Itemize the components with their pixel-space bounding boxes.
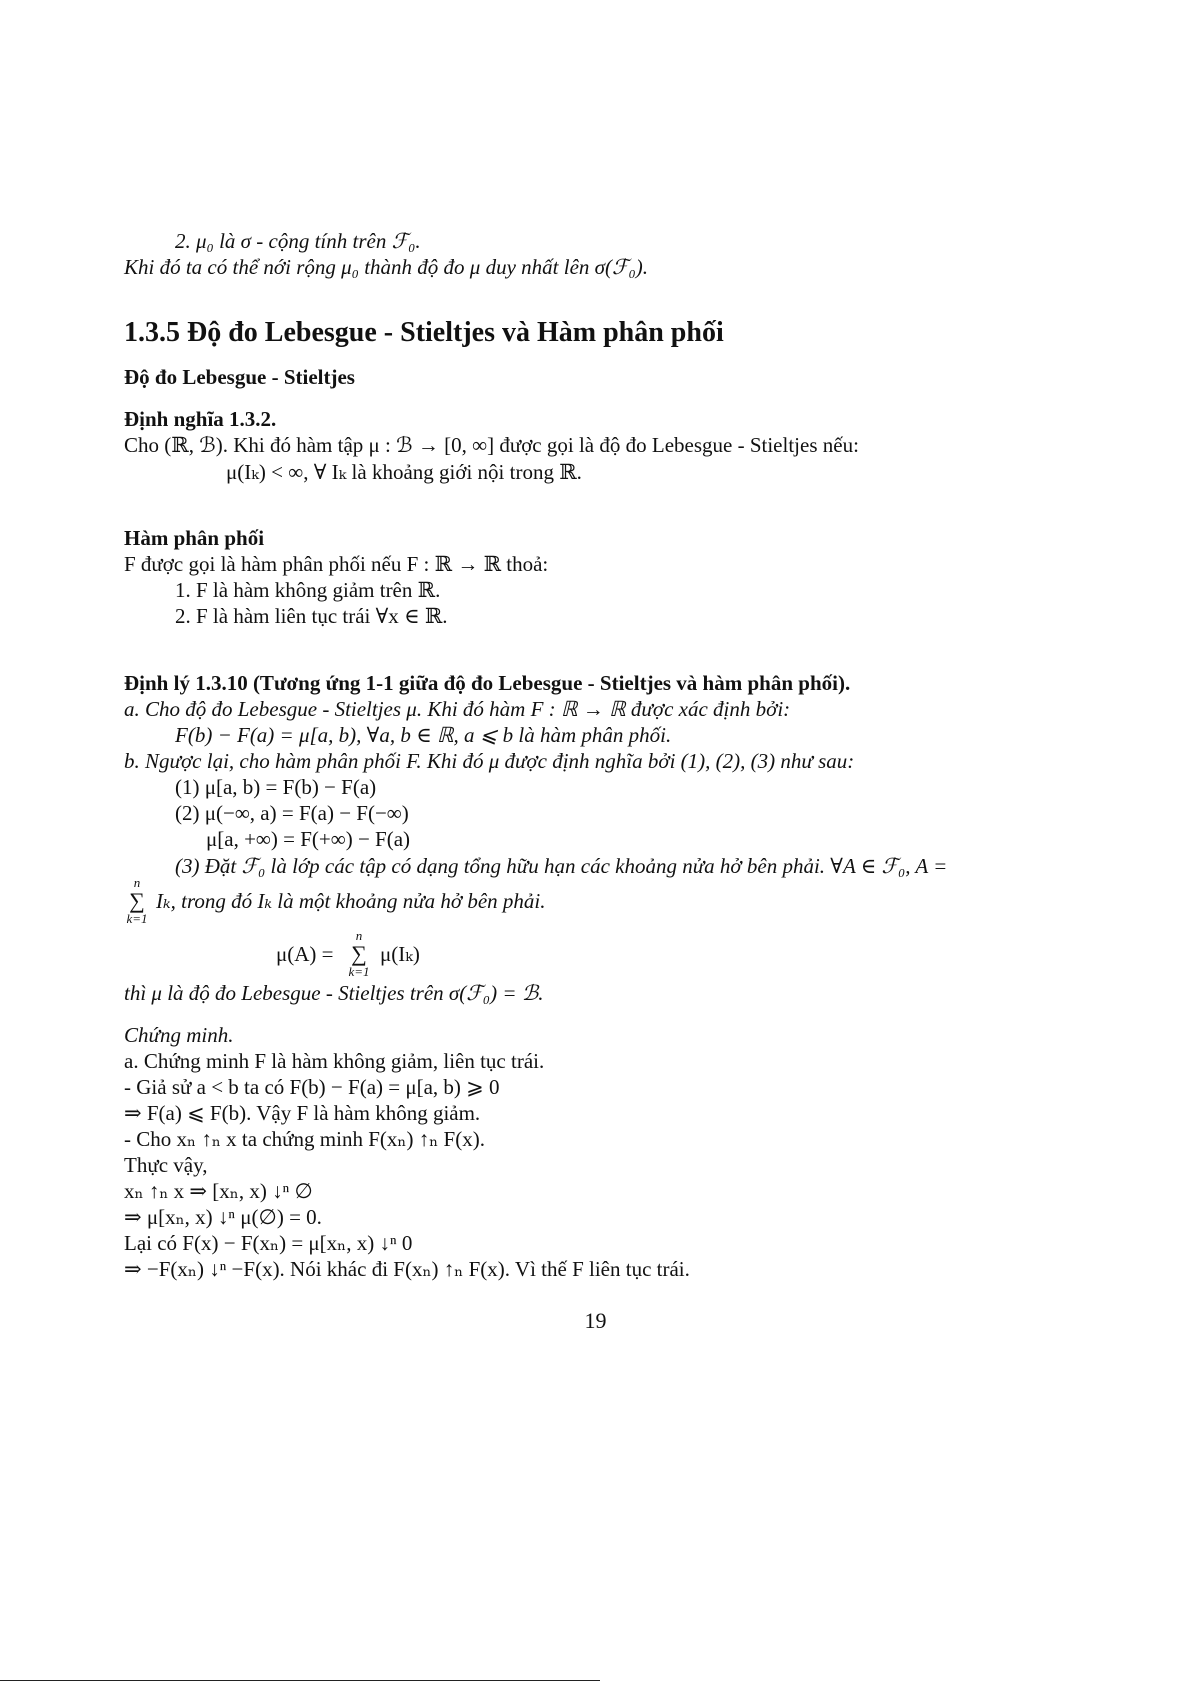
proof-line: ⇒ F(a) ⩽ F(b). Vậy F là hàm không giảm. — [124, 1101, 481, 1125]
distribution-definition: F được gọi là hàm phân phối nếu F : ℝ → ℝ thoả: — [124, 552, 549, 576]
proof-line: - Giả sử a < b ta có F(b) − F(a) = μ[a, b) ⩾ 0 — [124, 1075, 500, 1099]
definition-line-1: Cho (ℝ, ℬ). Khi đó hàm tập μ : ℬ → [0, ∞] được gọi là độ đo Lebesgue - Stieltjes nếu: — [124, 433, 859, 457]
definition-line-2: μ(Iₖ) < ∞, ∀ Iₖ là khoảng giới nội trong ℝ. — [226, 460, 582, 484]
preamble-conclusion: Khi đó ta có thể nới rộng μ₀ thành độ đo μ duy nhất lên σ(ℱ₀). — [124, 255, 649, 279]
proof-title: Chứng minh. — [124, 1023, 234, 1047]
measure-formula-left: μ(A) = — [276, 942, 334, 966]
distribution-condition-2: 2. F là hàm liên tục trái ∀x ∈ ℝ. — [175, 604, 448, 628]
measure-formula-right: μ(Iₖ) — [380, 942, 420, 966]
measure-summation-sigma: ∑ — [351, 941, 367, 966]
proof-line: Thực vậy, — [124, 1153, 208, 1177]
summation-description: Iₖ, trong đó Iₖ là một khoảng nửa hở bên phải. — [156, 889, 546, 913]
page-number: 19 — [584, 1308, 607, 1333]
theorem-part-a-formula: F(b) − F(a) = μ[a, b), ∀a, b ∈ ℝ, a ⩽ b là hàm phân phối. — [175, 723, 672, 747]
distribution-condition-1: 1. F là hàm không giảm trên ℝ. — [175, 578, 441, 602]
summation-symbol — [122, 876, 152, 926]
proof-line: Lại có F(x) − F(xₙ) = μ[xₙ, x) ↓ⁿ 0 — [124, 1231, 413, 1255]
theorem-title: Định lý 1.3.10 (Tương ứng 1-1 giữa độ đo Lebesgue - Stieltjes và hàm phân phối). — [124, 671, 851, 695]
proof-line: xₙ ↑ₙ x ⇒ [xₙ, x) ↓ⁿ ∅ — [124, 1179, 313, 1203]
preamble-item-2: 2. μ₀ là σ - cộng tính trên ℱ₀. — [175, 229, 421, 253]
summation-sigma: ∑ — [129, 888, 145, 913]
equation-1: (1) μ[a, b) = F(b) − F(a) — [175, 775, 377, 799]
equation-3: (3) Đặt ℱ₀ là lớp các tập có dạng tổng hữu hạn các khoảng nửa hở bên phải. ∀A ∈ ℱ₀, A = — [175, 854, 948, 878]
subheading-lebesgue-stieltjes: Độ đo Lebesgue - Stieltjes — [124, 365, 355, 389]
measure-summation-symbol — [344, 929, 374, 979]
theorem-part-a: a. Cho độ đo Lebesgue - Stieltjes μ. Khi đó hàm F : ℝ → ℝ được xác định bởi: — [124, 697, 791, 721]
theorem-part-b: b. Ngược lại, cho hàm phân phối F. Khi đó μ được định nghĩa bởi (1), (2), (3) như sau: — [124, 749, 855, 773]
proof-line: ⇒ −F(xₙ) ↓ⁿ −F(x). Nói khác đi F(xₙ) ↑ₙ F(x). Vì thế F liên tục trái. — [124, 1257, 690, 1281]
equation-2: (2) μ(−∞, a) = F(a) − F(−∞) — [175, 801, 409, 825]
proof-line: a. Chứng minh F là hàm không giảm, liên tục trái. — [124, 1049, 545, 1073]
bottom-rule — [0, 1680, 600, 1681]
theorem-conclusion: thì μ là độ đo Lebesgue - Stieltjes trên σ(ℱ₀) = ℬ. — [124, 981, 544, 1005]
proof-line: ⇒ μ[xₙ, x) ↓ⁿ μ(∅) = 0. — [124, 1205, 322, 1229]
section-title: 1.3.5 Độ đo Lebesgue - Stieltjes và Hàm phân phối — [124, 317, 724, 348]
measure-summation-upper-limit: n — [355, 928, 363, 943]
measure-summation-lower-limit: k=1 — [348, 964, 370, 979]
proof-line: - Cho xₙ ↑ₙ x ta chứng minh F(xₙ) ↑ₙ F(x). — [124, 1127, 485, 1151]
equation-2b: μ[a, +∞) = F(+∞) − F(a) — [206, 827, 411, 851]
summation-lower-limit: k=1 — [126, 911, 148, 926]
summation-upper-limit: n — [133, 875, 141, 890]
definition-title: Định nghĩa 1.3.2. — [124, 407, 277, 431]
subheading-distribution-function: Hàm phân phối — [124, 526, 265, 550]
